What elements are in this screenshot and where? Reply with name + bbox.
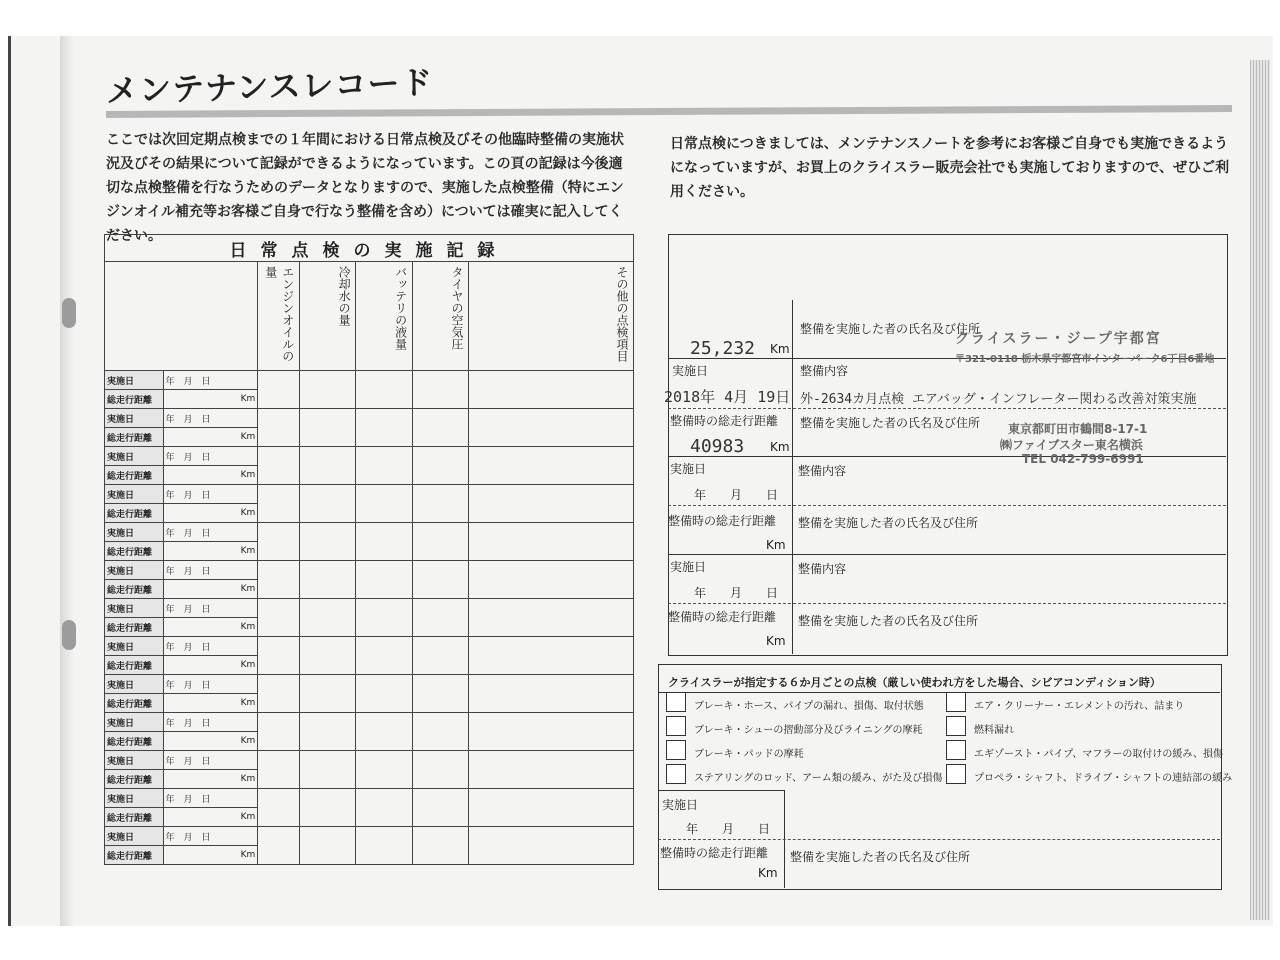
row-label: 総走行距離 <box>105 732 164 751</box>
intro-left: ここでは次回定期点検までの１年間における日常点検及びその他臨時整備の実施状況及びその結果について記録ができるようになっています。この頁の記録は今後適切な点検整備を行なうためのデータとなりますので、実施した点検整備（特にエンジンオイル補充等お客様ご自身で行なう整備を含め）については確実に記入してください。 <box>106 132 624 244</box>
check-cell <box>356 523 412 561</box>
checkbox <box>666 740 686 760</box>
check-cell <box>299 409 355 447</box>
row-label: 実施日 <box>105 447 164 466</box>
performer-label: 整備を実施した者の氏名及び住所 <box>790 850 971 864</box>
row-distance-field: Km <box>163 580 258 599</box>
row-label: 実施日 <box>105 371 164 390</box>
check-cell <box>356 751 412 789</box>
check-cell <box>258 789 300 827</box>
table-row <box>105 713 634 732</box>
row-label: 総走行距離 <box>105 618 164 637</box>
row-label: 総走行距離 <box>105 390 164 409</box>
check-cell <box>356 561 412 599</box>
header-blank <box>105 262 258 371</box>
check-cell <box>412 713 468 751</box>
service-content: 外-2634カ月点検 エアバッグ・インフレーター関わる改善対策実施 <box>800 392 1197 407</box>
row-label: 総走行距離 <box>105 580 164 599</box>
row-date-field: 年 月 日 <box>163 751 258 770</box>
check-cell <box>412 751 468 789</box>
check-cell <box>299 637 355 675</box>
date-label: 実施日 <box>662 798 699 812</box>
check-cell <box>258 409 300 447</box>
check-cell <box>258 371 300 409</box>
ymd-label: 年 月 日 <box>686 822 771 836</box>
check-cell <box>356 599 412 637</box>
dealer-stamp-tel: TEL 042-799-6991 <box>1022 452 1144 466</box>
distance-label: 整備時の総走行距離 <box>660 846 769 860</box>
row-date-field: 年 月 日 <box>163 485 258 504</box>
check-cell <box>412 409 468 447</box>
checklist-item: エギゾースト・パイプ、マフラーの取付けの緩み、損傷 <box>974 749 1223 760</box>
dealer-stamp: クライスラー・ジープ宇都宮 <box>955 331 1162 347</box>
table-row <box>105 637 634 656</box>
checklist-item: ブレーキ・パッドの摩耗 <box>694 749 804 760</box>
check-cell <box>468 599 633 637</box>
row-label: 実施日 <box>105 637 164 656</box>
row-label: 総走行距離 <box>105 808 164 827</box>
row-distance-field: Km <box>163 656 258 675</box>
row-label: 総走行距離 <box>105 466 164 485</box>
row-label: 総走行距離 <box>105 770 164 789</box>
row-date-field: 年 月 日 <box>163 675 258 694</box>
binding-ring <box>62 298 76 328</box>
dealer-stamp-name: ㈱ファイブスター東名横浜 <box>1000 438 1143 452</box>
check-cell <box>356 371 412 409</box>
row-label: 総走行距離 <box>105 542 164 561</box>
table-row <box>105 675 634 694</box>
check-cell <box>258 827 300 865</box>
date-label: 実施日 <box>670 462 707 476</box>
check-cell <box>299 789 355 827</box>
date-label: 実施日 <box>670 560 707 574</box>
check-cell <box>356 485 412 523</box>
checklist-item: プロペラ・シャフト、ドライブ・シャフトの連結部の緩み <box>974 773 1233 784</box>
row-distance-field: Km <box>163 732 258 751</box>
content-label: 整備内容 <box>798 562 847 576</box>
table-row <box>105 447 634 466</box>
check-cell <box>299 599 355 637</box>
daily-table-title: 日常点検の実施記録 <box>105 235 634 262</box>
checkbox <box>946 764 966 784</box>
row-date-field: 年 月 日 <box>163 409 258 428</box>
row-label: 総走行距離 <box>105 694 164 713</box>
distance-label: 整備時の総走行距離 <box>670 414 779 428</box>
checkbox <box>946 740 966 760</box>
checkbox <box>946 716 966 736</box>
check-cell <box>468 447 633 485</box>
distance-label: 整備時の総走行距離 <box>668 514 777 528</box>
row-date-field: 年 月 日 <box>163 789 258 808</box>
checklist-item: 燃料漏れ <box>974 725 1014 736</box>
check-cell <box>468 485 633 523</box>
check-cell <box>356 447 412 485</box>
ymd-label: 年 月 日 <box>694 488 779 502</box>
distance-label: 整備時の総走行距離 <box>668 610 777 624</box>
check-cell <box>468 561 633 599</box>
row-distance-field: Km <box>163 428 258 447</box>
row-date-field: 年 月 日 <box>163 599 258 618</box>
check-cell <box>412 371 468 409</box>
check-cell <box>299 713 355 751</box>
table-row <box>105 789 634 808</box>
check-cell <box>468 789 633 827</box>
intro-right: 日常点検につきましては、メンテナンスノートを参考にお客様ご自身でも実施できるようになっていますが、お買上のクライスラー販売会社でも実施しておりますので、ぜひご利用ください。 <box>670 136 1230 200</box>
dealer-stamp-address: 東京都町田市鶴間8-17-1 <box>1008 422 1148 436</box>
check-cell <box>356 713 412 751</box>
check-cell <box>412 637 468 675</box>
check-cell <box>412 523 468 561</box>
row-distance-field: Km <box>163 542 258 561</box>
checklist-item: ブレーキ・ホース、パイプの漏れ、損傷、取付状態 <box>694 701 924 712</box>
row-label: 実施日 <box>105 827 164 846</box>
check-cell <box>412 827 468 865</box>
table-row <box>105 827 634 846</box>
check-cell <box>412 599 468 637</box>
page-title: メンテナンスレコード <box>105 63 434 110</box>
row-distance-field: Km <box>163 770 258 789</box>
row-distance-field: Km <box>163 618 258 637</box>
check-cell <box>258 447 300 485</box>
checkbox <box>666 716 686 736</box>
performer-label: 整備を実施した者の氏名及び住所 <box>800 322 981 336</box>
check-cell <box>299 827 355 865</box>
daily-inspection-table <box>104 234 634 865</box>
row-label: 総走行距離 <box>105 428 164 447</box>
row-label: 実施日 <box>105 523 164 542</box>
checkbox <box>666 764 686 784</box>
check-cell <box>356 675 412 713</box>
check-cell <box>258 485 300 523</box>
checklist-item: ブレーキ・シューの摺動部分及びライニングの摩耗 <box>694 725 923 736</box>
check-cell <box>468 371 633 409</box>
check-cell <box>412 561 468 599</box>
row-label: 実施日 <box>105 713 164 732</box>
check-cell <box>356 637 412 675</box>
check-cell <box>299 751 355 789</box>
row-label: 実施日 <box>105 409 164 428</box>
table-row <box>105 561 634 580</box>
col-battery: バッテリの液量 <box>356 262 412 371</box>
row-date-field: 年 月 日 <box>163 561 258 580</box>
check-cell <box>258 523 300 561</box>
check-cell <box>412 789 468 827</box>
km-label: Km <box>770 342 790 356</box>
checklist-item: ステアリングのロッド、アーム類の緩み、がた及び損傷 <box>694 773 943 784</box>
check-cell <box>356 789 412 827</box>
col-coolant: 冷却水の量 <box>299 262 355 371</box>
service-date: 2018年 4月 19日 <box>664 388 791 406</box>
check-cell <box>299 485 355 523</box>
page-edges <box>1250 60 1270 920</box>
check-cell <box>299 523 355 561</box>
check-cell <box>258 751 300 789</box>
check-cell <box>468 751 633 789</box>
row-label: 実施日 <box>105 561 164 580</box>
check-cell <box>412 675 468 713</box>
binding-ring <box>62 620 76 650</box>
check-cell <box>468 409 633 447</box>
check-cell <box>299 675 355 713</box>
row-label: 実施日 <box>105 675 164 694</box>
col-other: その他の点検項目 <box>468 262 633 371</box>
row-distance-field: Km <box>163 808 258 827</box>
km-label: Km <box>770 440 790 454</box>
row-distance-field: Km <box>163 846 258 865</box>
check-cell <box>412 485 468 523</box>
row-distance-field: Km <box>163 466 258 485</box>
table-row <box>105 599 634 618</box>
check-cell <box>468 675 633 713</box>
distance-value: 40983 <box>690 436 745 457</box>
checkbox <box>666 692 686 712</box>
row-date-field: 年 月 日 <box>163 637 258 656</box>
col-engine-oil: エンジンオイルの量 <box>258 262 300 371</box>
check-cell <box>468 827 633 865</box>
distance-value: 25,232 <box>690 338 756 359</box>
check-cell <box>468 637 633 675</box>
row-distance-field: Km <box>163 390 258 409</box>
row-label: 実施日 <box>105 751 164 770</box>
check-cell <box>258 637 300 675</box>
check-cell <box>468 523 633 561</box>
km-label: Km <box>766 634 786 648</box>
table-row <box>105 371 634 390</box>
checkbox <box>946 692 966 712</box>
row-label: 実施日 <box>105 485 164 504</box>
table-row <box>105 409 634 428</box>
date-label: 実施日 <box>672 364 709 378</box>
check-cell <box>356 827 412 865</box>
performer-label: 整備を実施した者の氏名及び住所 <box>800 416 981 430</box>
row-label: 実施日 <box>105 599 164 618</box>
performer-label: 整備を実施した者の氏名及び住所 <box>798 614 979 628</box>
check-cell <box>299 561 355 599</box>
row-date-field: 年 月 日 <box>163 447 258 466</box>
check-cell <box>258 675 300 713</box>
row-distance-field: Km <box>163 694 258 713</box>
check-cell <box>356 409 412 447</box>
row-label: 総走行距離 <box>105 504 164 523</box>
row-date-field: 年 月 日 <box>163 827 258 846</box>
row-label: 総走行距離 <box>105 846 164 865</box>
row-date-field: 年 月 日 <box>163 713 258 732</box>
col-tire-pressure: タイヤの空気圧 <box>412 262 468 371</box>
ymd-label: 年 月 日 <box>694 586 779 600</box>
row-label: 実施日 <box>105 789 164 808</box>
check-cell <box>412 447 468 485</box>
check-cell <box>468 713 633 751</box>
check-cell <box>299 371 355 409</box>
checklist-item: エア・クリーナー・エレメントの汚れ、詰まり <box>974 701 1185 712</box>
km-label: Km <box>766 538 786 552</box>
row-date-field: 年 月 日 <box>163 523 258 542</box>
row-date-field: 年 月 日 <box>163 371 258 390</box>
check-cell <box>258 561 300 599</box>
six-month-title: クライスラーが指定する６か月ごとの点検（厳しい使われ方をした場合、シビアコンディション時） <box>668 676 1161 689</box>
row-distance-field: Km <box>163 504 258 523</box>
binding-spine <box>60 36 74 926</box>
content-label: 整備内容 <box>800 364 849 378</box>
check-cell <box>258 713 300 751</box>
content-label: 整備内容 <box>798 464 847 478</box>
check-cell <box>258 599 300 637</box>
row-label: 総走行距離 <box>105 656 164 675</box>
performer-label: 整備を実施した者の氏名及び住所 <box>798 516 979 530</box>
km-label: Km <box>758 866 778 880</box>
table-row <box>105 523 634 542</box>
table-row <box>105 751 634 770</box>
table-row <box>105 485 634 504</box>
dealer-stamp-address: 〒321-0118 栃木県宇都宮市インターパーク6丁目6番地 <box>955 354 1215 365</box>
check-cell <box>299 447 355 485</box>
